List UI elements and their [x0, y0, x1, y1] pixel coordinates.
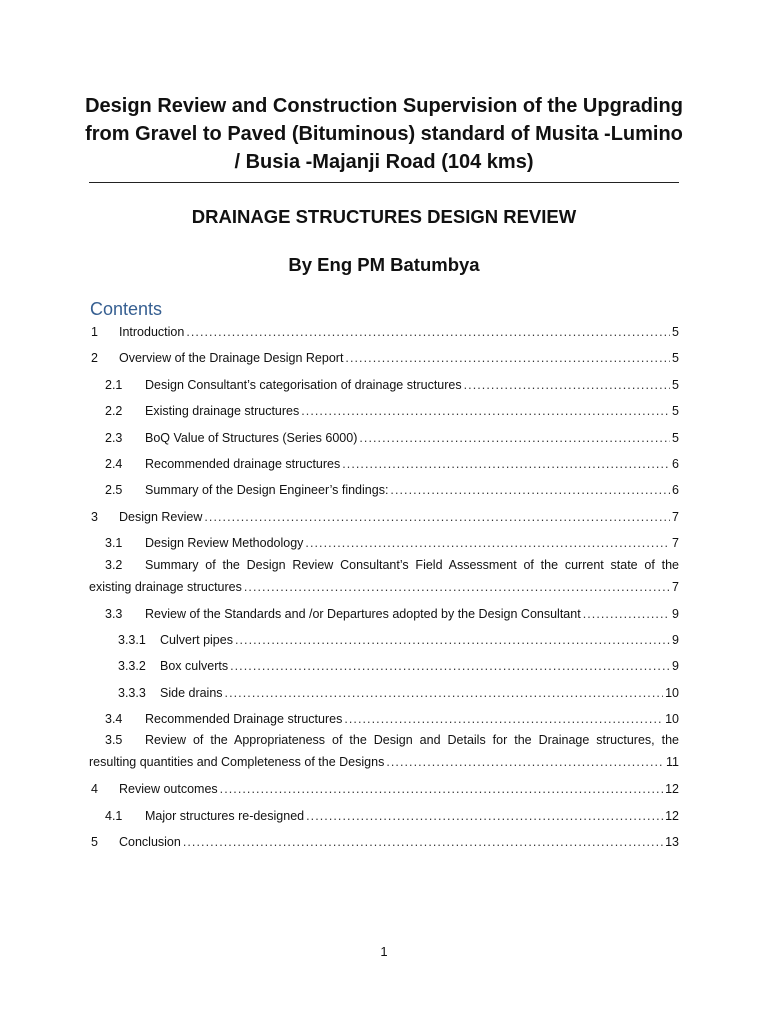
toc-label: Design Consultant’s categorisation of drainage structures — [145, 377, 462, 392]
toc-leader — [305, 536, 670, 550]
toc-page: 5 — [672, 430, 679, 445]
toc-number: 3.3 — [105, 606, 123, 621]
toc-leader — [230, 659, 670, 673]
toc-entry-2[interactable] — [89, 346, 679, 372]
toc-page: 5 — [672, 377, 679, 392]
toc-label-continued: existing drainage structures — [89, 579, 242, 594]
toc-number: 3.3.3 — [118, 685, 146, 700]
toc-entry-3-1[interactable] — [89, 531, 679, 557]
toc-label: Major structures re-designed — [145, 808, 305, 823]
toc-leader — [306, 809, 663, 823]
toc-entry-3-3-2[interactable] — [89, 654, 679, 680]
toc-number: 2 — [91, 351, 98, 366]
toc-page: 12 — [665, 782, 679, 797]
toc-number: 4.1 — [105, 808, 123, 823]
toc-entry-2-1[interactable] — [89, 373, 679, 399]
toc-page: 13 — [665, 835, 679, 850]
title-divider — [89, 182, 679, 183]
table-of-contents — [89, 320, 679, 857]
toc-leader — [204, 510, 670, 524]
toc-entry-4[interactable] — [89, 777, 679, 803]
toc-page: 9 — [672, 632, 679, 647]
toc-label: Recommended Drainage structures — [145, 712, 343, 727]
toc-label-continued: resulting quantities and Completeness of the Designs — [89, 755, 385, 770]
toc-number: 2.2 — [105, 404, 123, 419]
toc-number: 2.3 — [105, 430, 123, 445]
toc-page: 6 — [672, 456, 679, 471]
toc-number: 5 — [91, 835, 98, 850]
toc-leader — [342, 457, 670, 471]
toc-entry-4-1[interactable] — [89, 804, 679, 830]
toc-number: 3.4 — [105, 712, 123, 727]
page-number: 1 — [380, 944, 388, 959]
toc-label: Recommended drainage structures — [145, 456, 341, 471]
toc-number: 3.2 — [105, 557, 123, 572]
toc-number: 4 — [91, 782, 98, 797]
toc-number: 2.1 — [105, 377, 123, 392]
toc-entry-1[interactable] — [89, 320, 679, 346]
toc-number: 3.5 — [105, 733, 123, 748]
toc-leader — [225, 686, 664, 700]
toc-page: 11 — [666, 755, 679, 770]
toc-page: 5 — [672, 351, 679, 366]
toc-number: 3 — [91, 509, 98, 524]
toc-entry-3[interactable] — [89, 505, 679, 531]
toc-entry-2-3[interactable] — [89, 426, 679, 452]
toc-label: Box culverts — [160, 659, 229, 674]
toc-leader — [244, 580, 670, 594]
toc-number: 3.3.2 — [118, 659, 146, 674]
toc-entry-3-2[interactable] — [89, 558, 679, 602]
toc-label: Existing drainage structures — [145, 404, 300, 419]
toc-page: 7 — [672, 509, 679, 524]
toc-leader — [235, 633, 670, 647]
document-subtitle: DRAINAGE STRUCTURES DESIGN REVIEW — [191, 206, 577, 227]
toc-page: 7 — [672, 579, 679, 594]
toc-label: Culvert pipes — [160, 632, 233, 647]
toc-page: 10 — [665, 712, 679, 727]
toc-entry-3-3[interactable] — [89, 602, 679, 628]
toc-leader — [220, 782, 663, 796]
toc-page: 9 — [672, 606, 679, 621]
toc-label: Summary of the Design Review Consultant’s Field Assessment of the current state of the — [145, 557, 679, 572]
toc-leader — [464, 378, 670, 392]
toc-label: Summary of the Design Engineer’s findings: — [145, 483, 389, 498]
toc-leader — [186, 325, 670, 339]
toc-leader — [301, 404, 670, 418]
toc-number: 2.4 — [105, 456, 123, 471]
toc-leader — [359, 431, 670, 445]
toc-entry-3-3-3[interactable] — [89, 681, 679, 707]
toc-page: 9 — [672, 659, 679, 674]
toc-entry-3-5[interactable] — [89, 733, 679, 777]
toc-number: 2.5 — [105, 483, 123, 498]
toc-page: 12 — [665, 808, 679, 823]
toc-page: 5 — [672, 404, 679, 419]
toc-label: BoQ Value of Structures (Series 6000) — [145, 430, 358, 445]
toc-leader — [386, 755, 664, 769]
toc-leader — [390, 483, 670, 497]
toc-entry-3-4[interactable] — [89, 707, 679, 733]
toc-number: 3.1 — [105, 536, 123, 551]
toc-page: 7 — [672, 536, 679, 551]
toc-page: 10 — [665, 685, 679, 700]
toc-label: Conclusion — [119, 835, 181, 850]
toc-leader — [345, 351, 670, 365]
document-author: By Eng PM Batumbya — [288, 254, 480, 275]
toc-entry-2-4[interactable] — [89, 452, 679, 478]
toc-entry-2-2[interactable] — [89, 399, 679, 425]
document-title: Design Review and Construction Supervision of the Upgrading from Gravel to Paved (Bituminous) standard of Musita -Lumino / Busia -Majanji Road (104 kms) — [85, 95, 683, 173]
toc-entry-2-5[interactable] — [89, 478, 679, 504]
toc-label: Overview of the Drainage Design Report — [119, 351, 344, 366]
toc-entry-3-3-1[interactable] — [89, 628, 679, 654]
toc-leader — [583, 607, 670, 621]
toc-label: Introduction — [119, 325, 185, 339]
toc-label: Review of the Standards and /or Departures adopted by the Design Consultant — [145, 606, 581, 621]
toc-label: Review of the Appropriateness of the Design and Details for the Drainage structures, the — [145, 733, 679, 748]
toc-entry-5[interactable] — [89, 830, 679, 856]
toc-page: 6 — [672, 483, 679, 498]
toc-label: Side drains — [160, 685, 223, 700]
toc-label: Design Review Methodology — [145, 536, 304, 551]
toc-number: 3.3.1 — [118, 632, 146, 647]
toc-page: 5 — [672, 325, 679, 339]
toc-label: Design Review — [119, 509, 203, 524]
toc-label: Review outcomes — [119, 782, 218, 797]
toc-leader — [344, 712, 663, 726]
toc-leader — [183, 835, 663, 849]
contents-heading: Contents — [90, 299, 163, 319]
toc-number: 1 — [91, 325, 98, 339]
